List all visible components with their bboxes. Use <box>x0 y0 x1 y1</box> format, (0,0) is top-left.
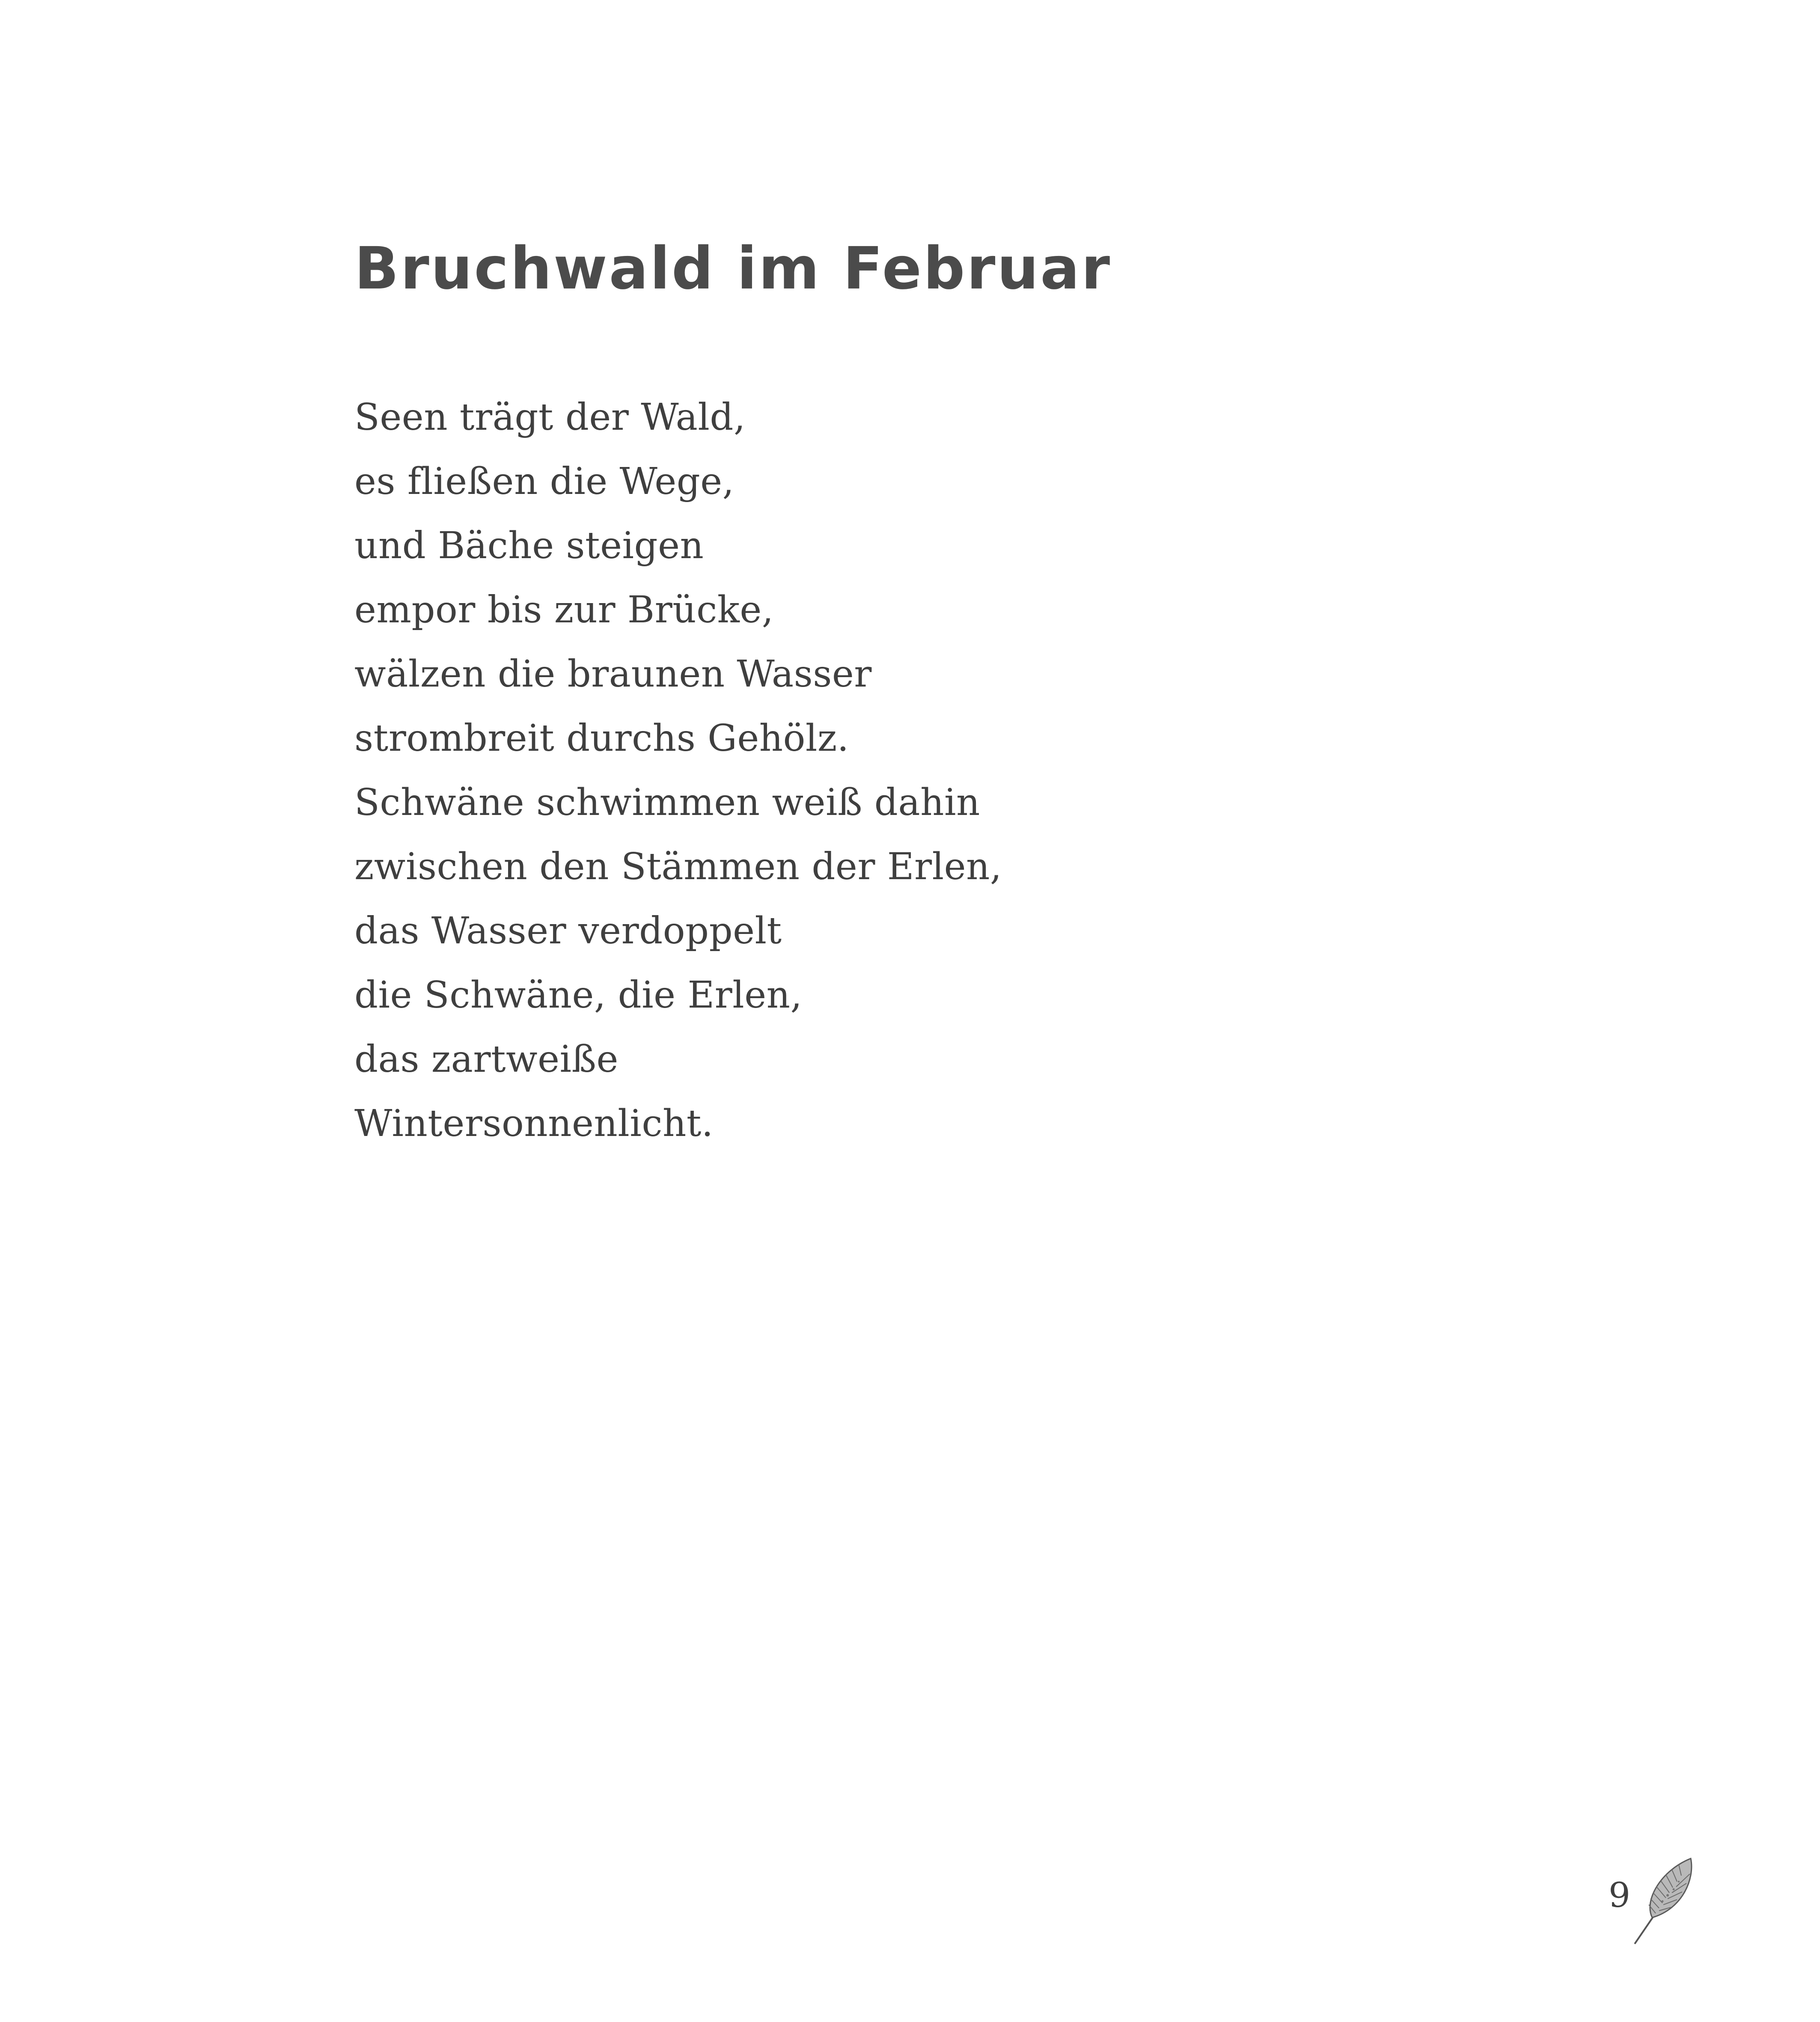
feather-icon <box>1627 1853 1704 1948</box>
poem-line: zwischen den Stämmen der Erlen, <box>354 845 1002 888</box>
poem-line: das zartweiße <box>354 1038 619 1081</box>
poem-line: das Wasser verdoppelt <box>354 910 782 952</box>
poem-line: wälzen die braunen Wasser <box>354 653 872 696</box>
poem-line: empor bis zur Brücke, <box>354 589 774 631</box>
poem-body <box>354 385 1002 1156</box>
poem-line: Schwäne schwimmen weiß dahin <box>354 781 980 824</box>
page-folio <box>1601 1853 1704 1948</box>
page-number: 9 <box>1609 1875 1630 1915</box>
poem-title: Bruchwald im Februar <box>354 235 1112 303</box>
poem-line: die Schwäne, die Erlen, <box>354 974 803 1017</box>
poem-line: es fließen die Wege, <box>354 460 735 503</box>
poem-line: und Bäche steigen <box>354 524 704 567</box>
poem-line: strombreit durchs Gehölz. <box>354 717 849 760</box>
poem-line: Seen trägt der Wald, <box>354 396 746 439</box>
poem-line: Wintersonnenlicht. <box>354 1102 714 1145</box>
